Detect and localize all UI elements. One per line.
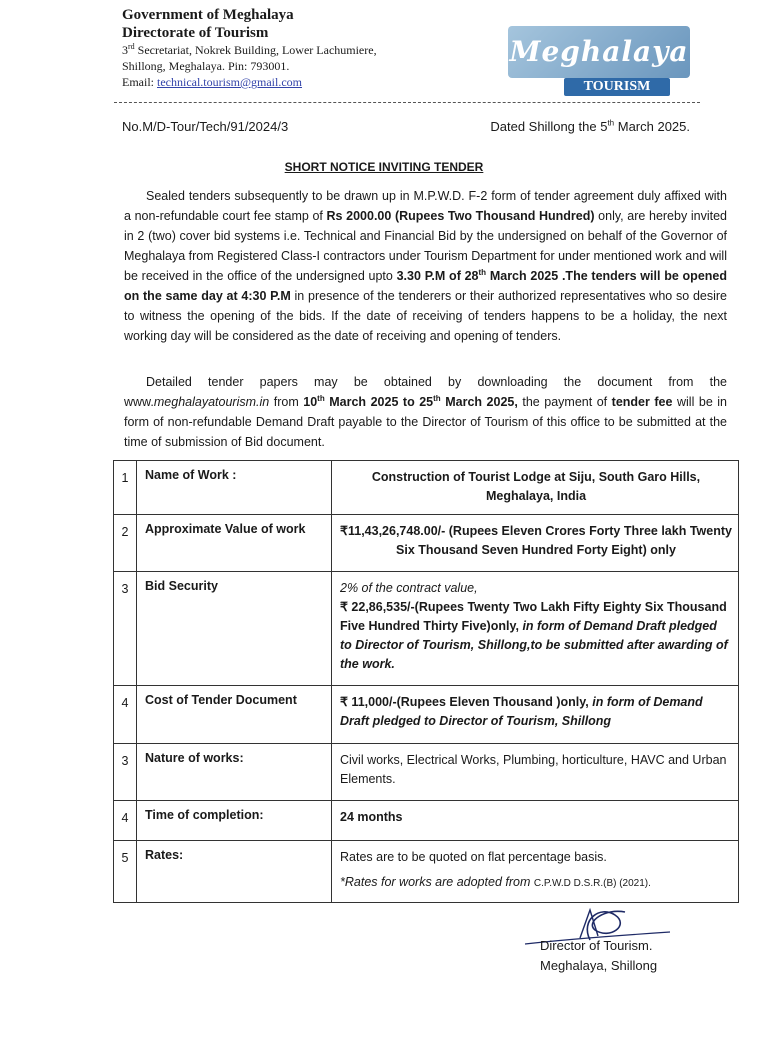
row-label: Rates: — [137, 841, 332, 903]
row-value: Rates are to be quoted on flat percentage basis. *Rates for works are adopted from C.P.W.D D.S.R.(B) (2021). — [332, 841, 739, 903]
table-row — [114, 515, 739, 572]
table-row — [114, 744, 739, 801]
row-label: Nature of works: — [137, 744, 332, 801]
row-number: 1 — [114, 461, 137, 515]
email-line: Email: technical.tourism@gmail.com — [122, 75, 303, 89]
row-value: Civil works, Electrical Works, Plumbing, horticulture, HAVC and Urban Elements. — [332, 744, 739, 801]
paragraph-tender-papers: Detailed tender papers may be obtained by downloading the document from the www.meghalayatourism.in from 10th March 2025 to 25th March 2025, the payment of tender fee will be in form of non-refundable Demand Draft payable to the Director of Tourism of this office to be submitted at the time of submission of Bid document. — [124, 375, 728, 449]
meghalaya-tourism-logo — [508, 26, 690, 98]
notice-title: SHORT NOTICE INVITING TENDER — [284, 160, 484, 174]
row-value: ₹11,43,26,748.00/- (Rupees Eleven Crores Forty Three lakh Twenty Six Thousand Seven Hundred Forty Eight) only — [332, 515, 739, 572]
tender-details-table — [113, 460, 739, 903]
row-label: Name of Work : — [137, 461, 332, 515]
row-label: Approximate Value of work — [137, 515, 332, 572]
signatory-location: Meghalaya, Shillong — [540, 958, 658, 973]
row-number: 3 — [114, 572, 137, 686]
address-line-2: Shillong, Meghalaya. Pin: 793001. — [122, 59, 290, 73]
row-label: Time of completion: — [137, 801, 332, 841]
email-link[interactable]: technical.tourism@gmail.com — [157, 75, 303, 89]
table-row — [114, 572, 739, 686]
logo-tag: TOURISM — [564, 78, 670, 96]
paragraph-tender-invitation: Sealed tenders subsequently to be drawn up in M.P.W.D. F-2 form of tender agreement duly affixed with a non-refundable court fee stamp of Rs 2000.00 (Rupees Two Thousand Hundred) only, are hereby invited in 2 (two) cover bid systems i.e. Technical and Financial Bid by the undersigned on behalf of the Governor of Meghalaya from Registered Class-I contractors under Tourism Department for under mentioned work and will be received in the office of the undersigned upto 3.30 P.M of 28th March 2025 .The tenders will be opened on the same day at 4:30 P.M in presence of the tenderers or their authorized representatives who so desire to witness the opening of the bids. If the date of receiving of tenders happens to be a holiday, the next working day will be considered as the date of receiving and opening of tenders. — [124, 189, 727, 343]
row-value: 2% of the contract value, ₹ 22,86,535/-(Rupees Twenty Two Lakh Fifty Eighty Six Thousand Five Hundred Thirty Five)only, in form of Demand Draft pledged to Director of Tourism, Shillong,to be submitted after awarding of the work. — [332, 572, 739, 686]
row-value: ₹ 11,000/-(Rupees Eleven Thousand )only, in form of Demand Draft pledged to Director of Tourism, Shillong — [332, 686, 739, 744]
row-value: 24 months — [332, 801, 739, 841]
row-number: 2 — [114, 515, 137, 572]
row-number: 4 — [114, 801, 137, 841]
header-divider — [114, 102, 700, 103]
row-label: Bid Security — [137, 572, 332, 686]
signatory-title: Director of Tourism. — [540, 938, 653, 953]
table-row — [114, 461, 739, 515]
row-number: 4 — [114, 686, 137, 744]
letterhead — [122, 6, 377, 90]
directorate-name: Directorate of Tourism — [122, 25, 269, 41]
org-name: Government of Meghalaya — [122, 7, 294, 23]
reference-number: No.M/D-Tour/Tech/91/2024/3 — [122, 119, 289, 134]
address-line-1: 3rd Secretariat, Nokrek Building, Lower Lachumiere, — [122, 42, 377, 57]
row-label: Cost of Tender Document — [137, 686, 332, 744]
logo-script: Meghalaya — [508, 26, 690, 78]
row-value: Construction of Tourist Lodge at Siju, South Garo Hills, Meghalaya, India — [332, 461, 739, 515]
row-number: 5 — [114, 841, 137, 903]
table-row — [114, 686, 739, 744]
website-link[interactable]: meghalayatourism.in — [153, 395, 270, 409]
table-row — [114, 841, 739, 903]
row-number: 3 — [114, 744, 137, 801]
date-line: Dated Shillong the 5th March 2025. — [490, 118, 690, 134]
table-row — [114, 801, 739, 841]
